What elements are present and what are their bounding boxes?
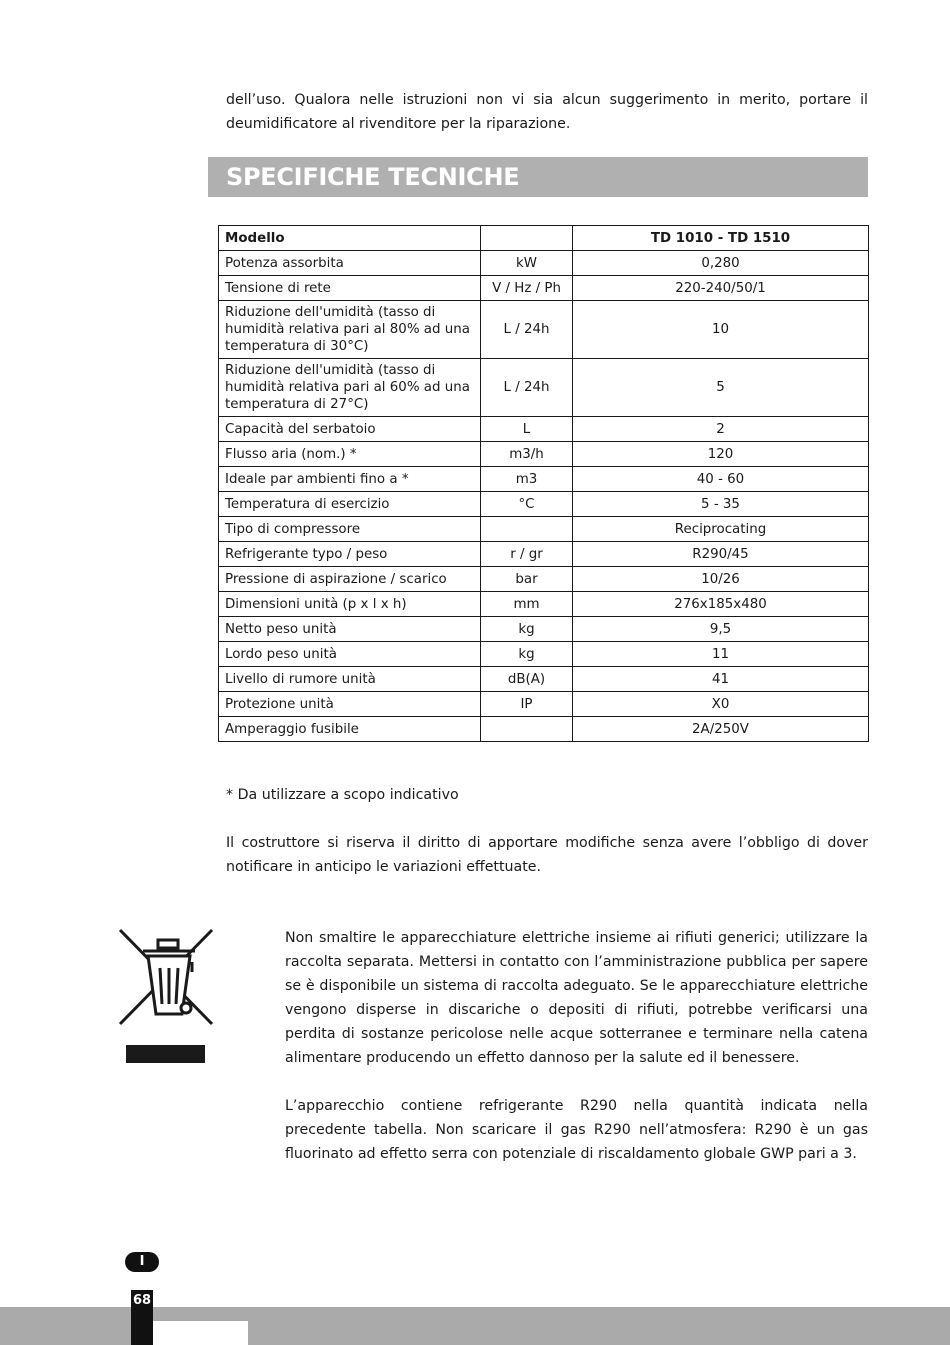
table-row	[219, 542, 869, 567]
spec-label-cell: Modello	[219, 226, 481, 251]
disclaimer-paragraph: Il costruttore si riserva il diritto di apportare modifiche senza avere l’obbligo di dover notificare in anticipo le variazioni effettuate.	[226, 835, 868, 875]
spec-unit-cell: mm	[481, 592, 573, 617]
spec-value-cell: 220-240/50/1	[573, 276, 869, 301]
spec-value-cell: 2	[573, 417, 869, 442]
spec-unit-cell	[481, 226, 573, 251]
spec-unit-cell	[481, 717, 573, 742]
spec-value-cell: 11	[573, 642, 869, 667]
spec-label-cell: Riduzione dell'umidità (tasso di humidità relativa pari al 60% ad una temperatura di 27°C)	[219, 359, 481, 417]
table-row	[219, 359, 869, 417]
spec-unit-cell	[481, 517, 573, 542]
section-header-bar	[208, 157, 868, 197]
spec-value-cell: 2A/250V	[573, 717, 869, 742]
spec-label-cell: Tipo di compressore	[219, 517, 481, 542]
spec-label-cell: Potenza assorbita	[219, 251, 481, 276]
specifications-table	[218, 225, 869, 742]
weee-disposal-icon	[118, 928, 214, 1066]
spec-unit-cell: r / gr	[481, 542, 573, 567]
spec-label-cell: Dimensioni unità (p x l x h)	[219, 592, 481, 617]
page-number: 68	[132, 1293, 152, 1308]
spec-unit-cell: L / 24h	[481, 359, 573, 417]
spec-label-cell: Temperatura di esercizio	[219, 492, 481, 517]
table-row	[219, 276, 869, 301]
language-badge: I	[125, 1252, 159, 1272]
spec-value-cell: 0,280	[573, 251, 869, 276]
table-header-row	[219, 226, 869, 251]
spec-value-cell: 40 - 60	[573, 467, 869, 492]
table-row	[219, 617, 869, 642]
table-row	[219, 301, 869, 359]
table-row	[219, 417, 869, 442]
spec-label-cell: Amperaggio fusibile	[219, 717, 481, 742]
spec-unit-cell: m3	[481, 467, 573, 492]
spec-label-cell: Refrigerante typo / peso	[219, 542, 481, 567]
spec-label-cell: Ideale par ambienti fino a *	[219, 467, 481, 492]
table-row	[219, 692, 869, 717]
table-row	[219, 567, 869, 592]
spec-value-cell: 10	[573, 301, 869, 359]
spec-unit-cell: L	[481, 417, 573, 442]
spec-unit-cell: °C	[481, 492, 573, 517]
spec-value-cell: TD 1010 - TD 1510	[573, 226, 869, 251]
spec-unit-cell: m3/h	[481, 442, 573, 467]
footer-label-box	[153, 1321, 248, 1345]
table-row	[219, 667, 869, 692]
spec-label-cell: Protezione unità	[219, 692, 481, 717]
table-row	[219, 442, 869, 467]
spec-label-cell: Tensione di rete	[219, 276, 481, 301]
spec-label-cell: Capacità del serbatoio	[219, 417, 481, 442]
table-row	[219, 251, 869, 276]
weee-disposal-paragraph: Non smaltire le apparecchiature elettriche insieme ai rifiuti generici; utilizzare la raccolta separata. Mettersi in contatto con l’amministrazione pubblica per sapere se è disponibile un sistema di raccolta adeguato. Se le apparecchiature elettriche vengono disperse in discariche o depositi di rifiuti, potrebbe verificarsi una perdita di sostanze pericolose nelle acque sotterranee e terminare nella catena alimentare producendo un effetto dannoso per la salute ed il benessere.	[285, 930, 868, 1066]
spec-unit-cell: IP	[481, 692, 573, 717]
spec-value-cell: 9,5	[573, 617, 869, 642]
spec-value-cell: 276x185x480	[573, 592, 869, 617]
spec-label-cell: Flusso aria (nom.) *	[219, 442, 481, 467]
spec-unit-cell: bar	[481, 567, 573, 592]
spec-unit-cell: kW	[481, 251, 573, 276]
spec-label-cell: Livello di rumore unità	[219, 667, 481, 692]
spec-value-cell: 5 - 35	[573, 492, 869, 517]
spec-label-cell: Pressione di aspirazione / scarico	[219, 567, 481, 592]
spec-unit-cell: L / 24h	[481, 301, 573, 359]
spec-value-cell: X0	[573, 692, 869, 717]
section-title: SPECIFICHE TECNICHE	[226, 163, 520, 191]
table-row	[219, 592, 869, 617]
spec-value-cell: R290/45	[573, 542, 869, 567]
spec-value-cell: Reciprocating	[573, 517, 869, 542]
spec-unit-cell: dB(A)	[481, 667, 573, 692]
spec-label-cell: Netto peso unità	[219, 617, 481, 642]
table-row	[219, 642, 869, 667]
spec-value-cell: 120	[573, 442, 869, 467]
table-row	[219, 517, 869, 542]
footnote: * Da utilizzare a scopo indicativo	[226, 787, 459, 803]
table-row	[219, 467, 869, 492]
spec-value-cell: 10/26	[573, 567, 869, 592]
spec-label-cell: Lordo peso unità	[219, 642, 481, 667]
spec-unit-cell: kg	[481, 617, 573, 642]
spec-value-cell: 41	[573, 667, 869, 692]
spec-label-cell: Riduzione dell'umidità (tasso di humidità relativa pari al 80% ad una temperatura di 30°C)	[219, 301, 481, 359]
table-row	[219, 717, 869, 742]
refrigerant-paragraph: L’apparecchio contiene refrigerante R290 nella quantità indicata nella precedente tabella. Non scaricare il gas R290 nell’atmosfera: R290 è un gas fluorinato ad effetto serra con potenziale di riscaldamento globale GWP pari a 3.	[285, 1098, 868, 1162]
table-row	[219, 492, 869, 517]
spec-value-cell: 5	[573, 359, 869, 417]
intro-paragraph: dell’uso. Qualora nelle istruzioni non vi sia alcun suggerimento in merito, portare il deumidificatore al rivenditore per la riparazione.	[226, 92, 868, 132]
spec-unit-cell: V / Hz / Ph	[481, 276, 573, 301]
spec-unit-cell: kg	[481, 642, 573, 667]
